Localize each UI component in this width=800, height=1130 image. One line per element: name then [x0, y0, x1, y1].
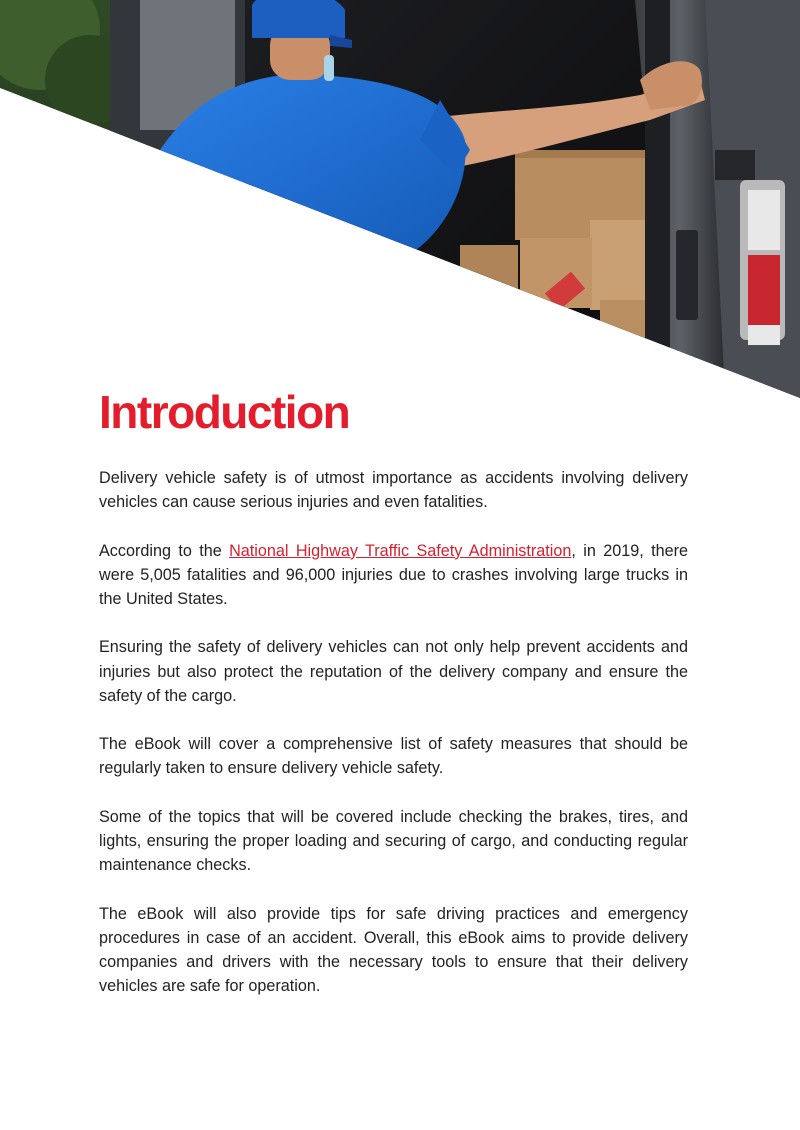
delivery-worker-photo [0, 0, 800, 400]
paragraph-statistics-lead: According to the [99, 541, 230, 560]
main-content [99, 388, 688, 1023]
paragraph-importance: Ensuring the safety of delivery vehicles can not only help prevent accidents and injuries but also protect the reputation of the delivery company and ensure the safety of the cargo. [99, 638, 688, 705]
page-title: Introduction [99, 386, 350, 438]
hero-image [0, 0, 800, 400]
paragraph-ebook-scope: The eBook will cover a comprehensive list of safety measures that should be regularly taken to ensure delivery vehicle safety. [99, 735, 688, 778]
nhtsa-link[interactable]: National Highway Traffic Safety Administration [229, 541, 572, 560]
paragraph-topics: Some of the topics that will be covered include checking the brakes, tires, and lights, ensuring the proper loading and securing of cargo, and conducting regular maintenance checks. [99, 807, 688, 875]
paragraph-statistics-rest: , in 2019, there were 5,005 fatalities and 96,000 injuries due to crashes involving large trucks in the United States. [99, 541, 688, 608]
paragraph-statistics [99, 539, 688, 612]
paragraph-conclusion: The eBook will also provide tips for safe driving practices and emergency procedures in case of an accident. Overall, this eBook aims to provide delivery companies and drivers with the necessary tools to ensure that their delivery vehicles are safe for operation. [99, 904, 688, 996]
paragraph-intro: Delivery vehicle safety is of utmost importance as accidents involving delivery vehicles can cause serious injuries and even fatalities. [99, 469, 688, 512]
